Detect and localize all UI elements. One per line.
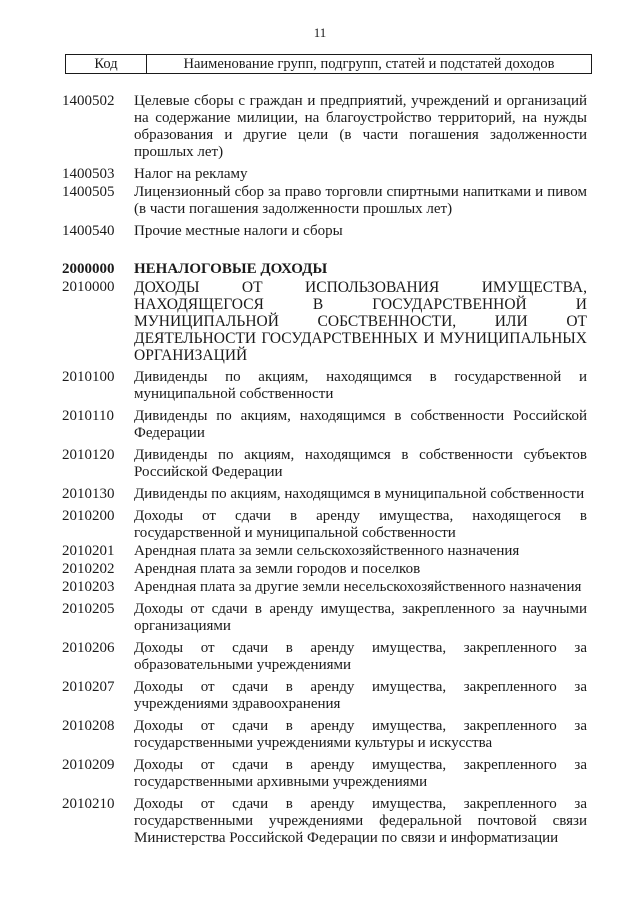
header-code-column: Код [66,55,147,73]
page-number: 11 [313,25,327,40]
row-name: Дивиденды по акциям, находящимся в собственности субъектов Российской Федерации [134,447,587,480]
table-header [65,54,592,74]
revenue-table-body [62,93,587,847]
table-row [62,447,587,481]
row-code: 1400502 [62,93,115,109]
row-name: Доходы от сдачи в аренду имущества, закрепленного за государственными учреждениями культуры и искусства [134,718,587,751]
row-name: Доходы от сдачи в аренду имущества, закрепленного за образовательными учреждениями [134,640,587,673]
table-row [62,184,587,218]
row-code: 2010201 [62,543,115,559]
row-code: 2010207 [62,679,115,695]
table-row [62,718,587,752]
table-row [62,579,587,596]
row-name: Дивиденды по акциям, находящимся в собственности Российской Федерации [134,408,587,441]
row-name: Арендная плата за земли городов и поселков [134,561,421,577]
row-name: Арендная плата за другие земли несельскохозяйственного назначения [134,579,582,595]
row-name: Прочие местные налоги и сборы [134,223,343,239]
row-name: Лицензионный сбор за право торговли спиртными напитками и пивом (в части погашения задолженности прошлых лет) [134,184,587,217]
row-code: 2010200 [62,508,115,524]
table-row [62,796,587,847]
table-row [62,93,587,161]
row-code: 2010202 [62,561,115,577]
row-code: 2010208 [62,718,115,734]
row-code: 2010100 [62,369,115,385]
row-code: 2000000 [62,261,115,277]
table-row [62,679,587,713]
row-code: 2010203 [62,579,115,595]
row-name: Доходы от сдачи в аренду имущества, находящегося в государственной и муниципальной собственности [134,508,587,541]
row-name: Доходы от сдачи в аренду имущества, закрепленного за научными организациями [134,601,587,634]
table-row [62,223,587,240]
row-code: 2010000 [62,279,115,295]
table-row [62,757,587,791]
table-row [62,369,587,403]
row-code: 2010120 [62,447,115,463]
row-name: Доходы от сдачи в аренду имущества, закрепленного за государственными архивными учреждениями [134,757,587,790]
row-name: Доходы от сдачи в аренду имущества, закрепленного за учреждениями здравоохранения [134,679,587,712]
row-name: Доходы от сдачи в аренду имущества, закрепленного за государственными учреждениями федеральной почтовой связи Министерства Российской Федерации по связи и информатизации [134,796,587,846]
table-row [62,601,587,635]
table-row [62,486,587,503]
row-code: 2010205 [62,601,115,617]
table-row-section-heading [62,261,587,278]
table-row [62,408,587,442]
row-code: 2010210 [62,796,115,812]
table-row [62,166,587,183]
row-code: 1400503 [62,166,115,182]
row-code: 2010209 [62,757,115,773]
table-row [62,508,587,542]
row-name: НЕНАЛОГОВЫЕ ДОХОДЫ [134,261,328,277]
row-name: ДОХОДЫ ОТ ИСПОЛЬЗОВАНИЯ ИМУЩЕСТВА, НАХОДЯЩЕГОСЯ В ГОСУДАРСТВЕННОЙ И МУНИЦИПАЛЬНОЙ СОБСТВЕННОСТИ, ИЛИ ОТ ДЕЯТЕЛЬНОСТИ ГОСУДАРСТВЕННЫХ И МУНИЦИПАЛЬНЫХ ОРГАНИЗАЦИЙ [134,279,587,364]
row-name: Дивиденды по акциям, находящимся в государственной и муниципальной собственности [134,369,587,402]
row-name: Налог на рекламу [134,166,248,182]
row-code: 1400540 [62,223,115,239]
row-code: 1400505 [62,184,115,200]
header-name-column: Наименование групп, подгрупп, статей и подстатей доходов [183,56,555,72]
row-name: Арендная плата за земли сельскохозяйственного назначения [134,543,520,559]
table-row [62,543,587,560]
table-row-group-heading [62,279,587,364]
row-code: 2010206 [62,640,115,656]
row-name: Целевые сборы с граждан и предприятий, учреждений и организаций на содержание милиции, на благоустройство территорий, на нужды образования и другие цели (в части погашения задолженности прошлых лет) [134,93,587,160]
row-name: Дивиденды по акциям, находящимся в муниципальной собственности [134,486,585,502]
row-code: 2010110 [62,408,114,424]
row-code: 2010130 [62,486,115,502]
table-row [62,640,587,674]
table-row [62,561,587,578]
